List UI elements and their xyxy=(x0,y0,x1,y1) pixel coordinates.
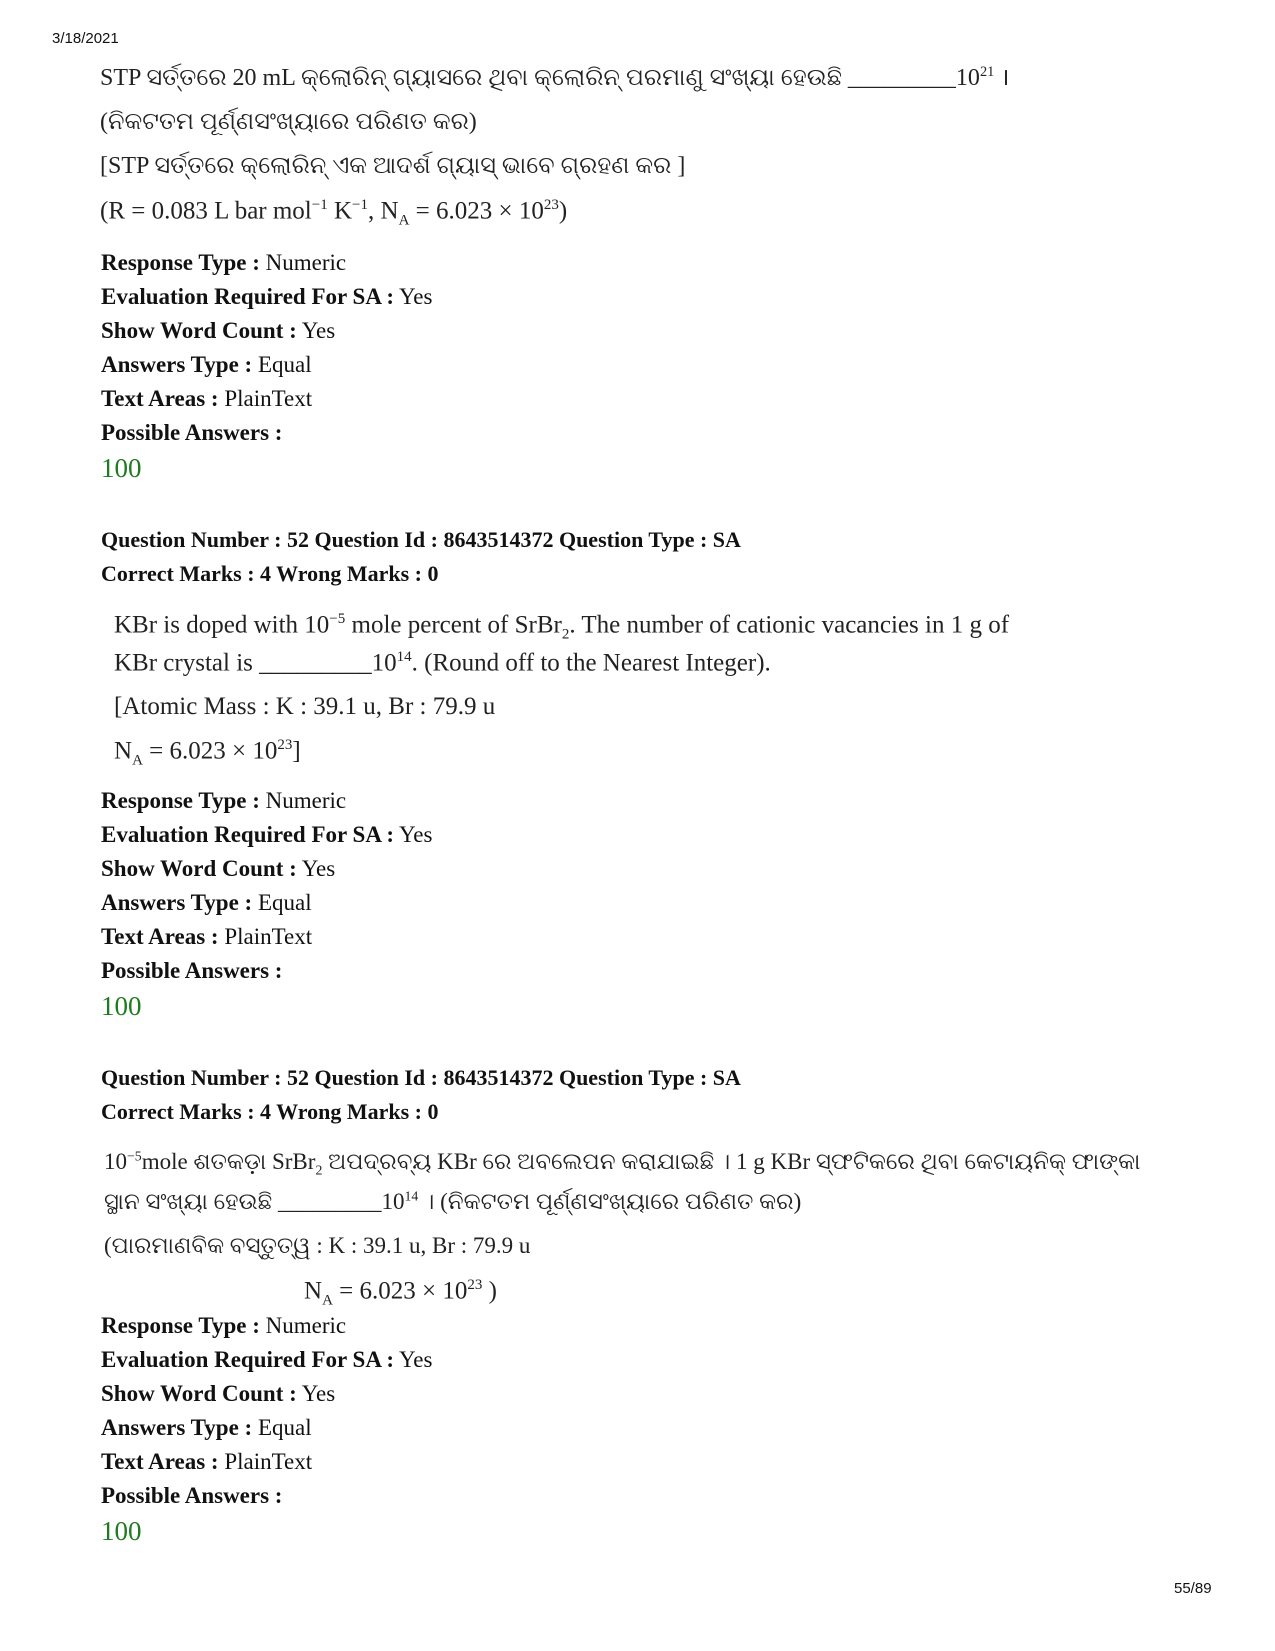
meta-label: Evaluation Required For SA : xyxy=(101,284,395,309)
meta-label: Answers Type : xyxy=(101,1415,253,1440)
meta-value: Equal xyxy=(257,1415,312,1440)
question-number-line: Question Number : 52 Question Id : 8643514372 Question Type : SA xyxy=(101,527,741,552)
superscript: 14 xyxy=(404,1188,419,1204)
subscript: A xyxy=(132,752,143,769)
subscript: 2 xyxy=(315,1162,323,1178)
meta-label: Show Word Count : xyxy=(101,856,297,881)
question-line xyxy=(114,736,301,769)
question-text: (ନିକଟତମ ପୂର୍ଣ୍ଣସଂଖ୍ୟାରେ ପରିଣତ କର) xyxy=(100,109,477,135)
possible-answer: 100 xyxy=(101,991,142,1021)
question-line xyxy=(114,610,1009,643)
meta-label: Possible Answers : xyxy=(101,958,283,983)
meta-value: Yes xyxy=(301,1381,336,1406)
print-date: 3/18/2021 xyxy=(52,30,119,47)
formula-text: (R = 0.083 L bar mol xyxy=(100,197,312,225)
meta-value: Numeric xyxy=(265,1313,347,1338)
question-line xyxy=(104,1148,1140,1179)
formula-text: ] xyxy=(292,737,301,765)
question-line xyxy=(104,1232,530,1260)
meta-label: Show Word Count : xyxy=(101,1381,297,1406)
meta-value: PlainText xyxy=(224,386,313,411)
superscript: 23 xyxy=(467,1277,483,1293)
meta-value: PlainText xyxy=(224,924,313,949)
formula-text: N xyxy=(114,737,133,765)
subscript: 2 xyxy=(561,626,570,643)
superscript: −5 xyxy=(329,611,346,627)
marks-line: Correct Marks : 4 Wrong Marks : 0 xyxy=(101,561,439,586)
question-line xyxy=(100,152,685,181)
question-text: KBr crystal is _________10 xyxy=(114,649,397,677)
meta-label: Text Areas : xyxy=(101,924,219,949)
question-number-line: Question Number : 52 Question Id : 8643514372 Question Type : SA xyxy=(101,1065,741,1090)
meta-label: Possible Answers : xyxy=(101,420,283,445)
meta-label: Show Word Count : xyxy=(101,318,297,343)
question-text: STP ସର୍ତ୍ତରେ 20 mL କ୍ଲୋରିନ୍ ଗ୍ୟାସରେ ଥିବା କ୍ଲୋରିନ୍ ପରମାଣୁ ସଂଖ୍ୟା ହେଉଛି _________10 xyxy=(100,65,980,91)
question-text: (ପାରମାଣବିକ ବସ୍ତୁତ୍ୱ : K : 39.1 u, Br : 79.9 u xyxy=(104,1233,531,1258)
superscript: −5 xyxy=(127,1148,142,1164)
question-header xyxy=(101,1061,741,1129)
question-text: । (ନିକଟତମ ପୂର୍ଣ୍ଣସଂଖ୍ୟାରେ ପରିଣତ କର) xyxy=(418,1189,802,1214)
possible-answer: 100 xyxy=(101,453,142,483)
question-text: KBr is doped with 10 xyxy=(114,611,330,639)
question-line xyxy=(114,692,495,722)
meta-value: Numeric xyxy=(265,250,347,275)
meta-label: Text Areas : xyxy=(101,386,219,411)
meta-label: Response Type : xyxy=(101,788,260,813)
superscript: −1 xyxy=(352,197,369,213)
formula-text: = 6.023 × 10 xyxy=(409,197,544,225)
meta-label: Text Areas : xyxy=(101,1449,219,1474)
meta-label: Evaluation Required For SA : xyxy=(101,1347,395,1372)
question-text: . (Round off to the Nearest Integer). xyxy=(411,649,771,677)
formula-text: K xyxy=(327,197,353,225)
question-text: [STP ସର୍ତ୍ତରେ କ୍ଲୋରିନ୍ ଏକ ଆଦର୍ଶ ଗ୍ୟାସ୍ ଭାବେ ଗ୍ରହଣ କର ] xyxy=(100,153,686,179)
question-text: । xyxy=(994,65,1010,91)
question-line xyxy=(304,1276,497,1309)
superscript: 23 xyxy=(277,737,293,753)
question-meta xyxy=(101,246,432,486)
question-text: ଅପଦ୍ରବ୍ୟ KBr ରେ ଅବଲେପନ କରାଯାଇଛି । 1 g KBr ସ୍ଫଟିକରେ ଥିବା କେଟାୟନିକ୍ ଫାଙ୍କା xyxy=(322,1149,1141,1174)
meta-value: Yes xyxy=(301,856,336,881)
question-line xyxy=(100,196,567,229)
subscript: A xyxy=(322,1292,333,1309)
superscript: 14 xyxy=(396,649,412,665)
formula-text: , N xyxy=(368,197,399,225)
meta-label: Evaluation Required For SA : xyxy=(101,822,395,847)
meta-value: Equal xyxy=(257,890,312,915)
question-text: mole percent of SrBr xyxy=(345,611,562,639)
question-meta xyxy=(101,1309,432,1549)
meta-label: Possible Answers : xyxy=(101,1483,283,1508)
formula-text: = 6.023 × 10 xyxy=(332,1277,468,1305)
formula-text: N xyxy=(304,1277,323,1305)
page-number: 55/89 xyxy=(1174,1580,1212,1597)
superscript: 21 xyxy=(979,64,995,80)
formula-text: ) xyxy=(482,1277,497,1305)
question-text: ସ୍ଥାନ ସଂଖ୍ୟା ହେଉଛି _________10 xyxy=(104,1189,405,1214)
question-text: mole ଶତକଡ଼ା SrBr xyxy=(141,1149,316,1174)
question-line xyxy=(100,64,1009,93)
marks-line: Correct Marks : 4 Wrong Marks : 0 xyxy=(101,1099,439,1124)
superscript: 23 xyxy=(543,197,559,213)
meta-value: Yes xyxy=(301,318,336,343)
question-line xyxy=(114,648,771,678)
question-line xyxy=(100,108,477,137)
meta-label: Answers Type : xyxy=(101,352,253,377)
meta-value: Equal xyxy=(257,352,312,377)
question-meta xyxy=(101,784,432,1024)
question-text: [Atomic Mass : K : 39.1 u, Br : 79.9 u xyxy=(114,693,496,720)
question-text: . The number of cationic vacancies in 1 g of xyxy=(569,611,1010,639)
formula-text: ) xyxy=(558,197,568,225)
meta-value: Yes xyxy=(399,284,433,309)
meta-value: PlainText xyxy=(224,1449,313,1474)
meta-value: Yes xyxy=(399,822,433,847)
meta-value: Numeric xyxy=(265,788,347,813)
meta-label: Answers Type : xyxy=(101,890,253,915)
meta-label: Response Type : xyxy=(101,1313,260,1338)
meta-value: Yes xyxy=(399,1347,433,1372)
meta-label: Response Type : xyxy=(101,250,260,275)
question-line xyxy=(104,1188,801,1216)
possible-answer: 100 xyxy=(101,1516,142,1546)
question-header xyxy=(101,523,741,591)
subscript: A xyxy=(398,212,410,229)
formula-text: = 6.023 × 10 xyxy=(142,737,278,765)
superscript: −1 xyxy=(311,197,328,213)
question-text: 10 xyxy=(104,1149,127,1174)
